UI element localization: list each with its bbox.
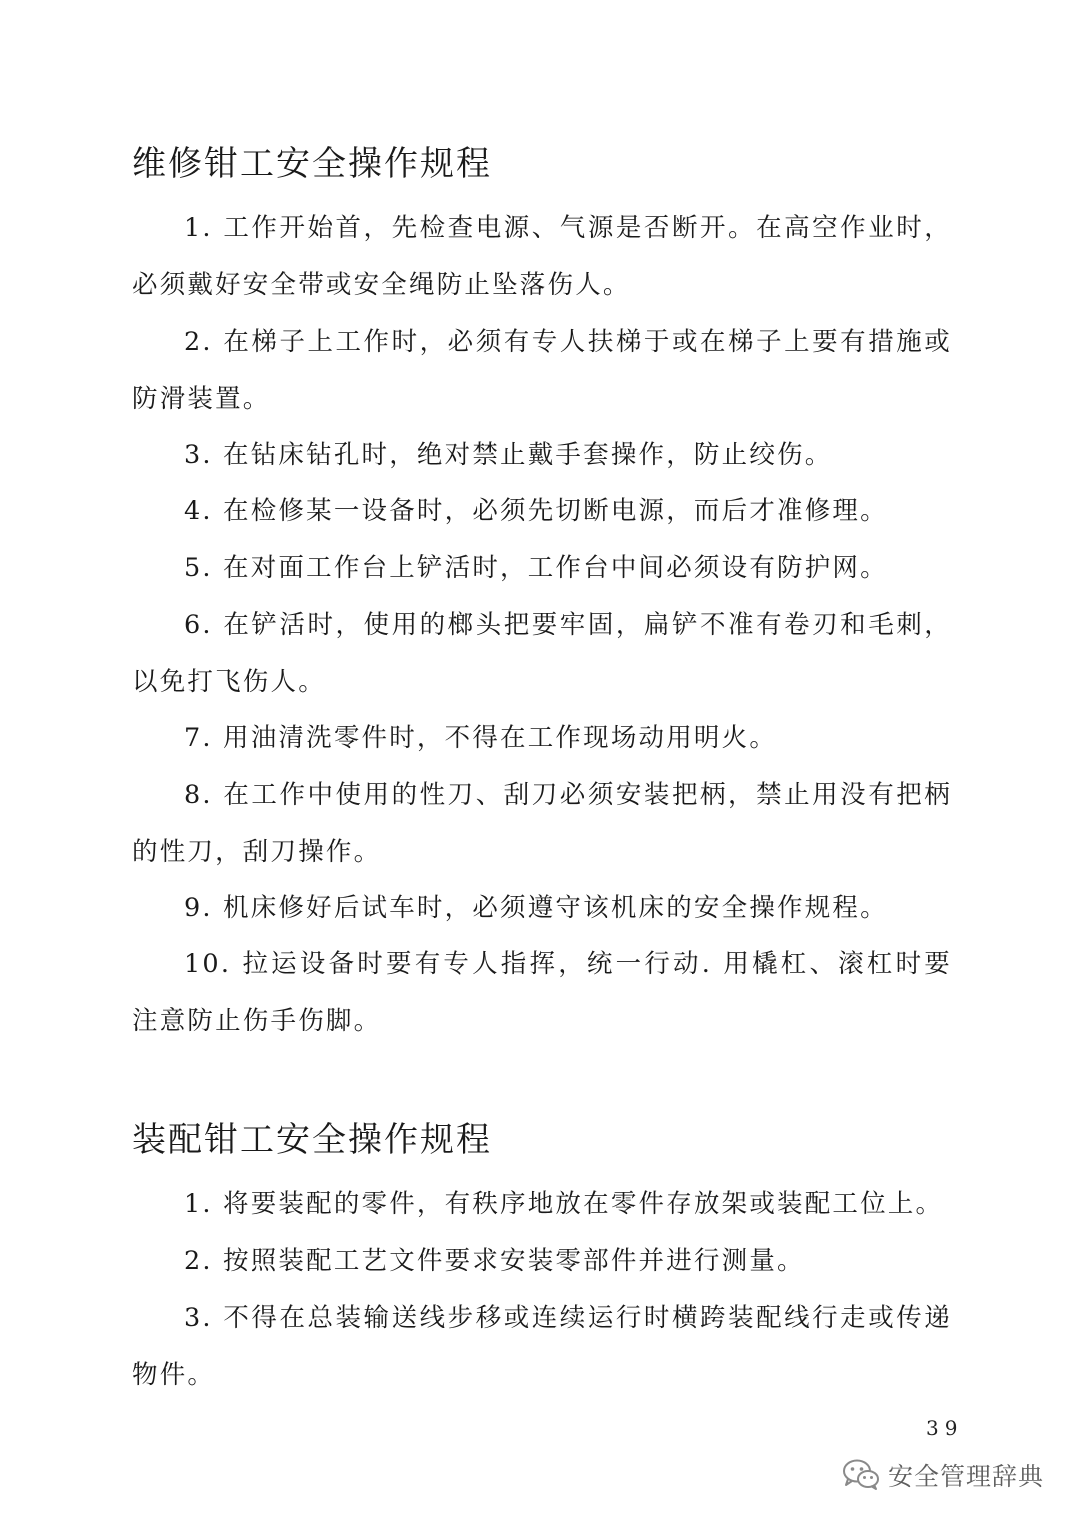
paragraph-item: 5. 在对面工作台上铲活时，工作台中间必须设有防护网。 xyxy=(184,553,888,583)
wechat-icon xyxy=(842,1459,880,1491)
paragraph-item: 3. 不得在总装输送线步移或连续运行时横跨装配线行走或传递物件。 xyxy=(132,1303,952,1390)
paragraph-item: 8. 在工作中使用的性刀、刮刀必须安装把柄，禁止用没有把柄的性刀，刮刀操作。 xyxy=(132,780,952,867)
section-title-assembly-fitter: 装配钳工安全操作规程 xyxy=(132,1120,492,1160)
section-title-maintenance-fitter: 维修钳工安全操作规程 xyxy=(132,144,492,184)
paragraph-item: 1. 工作开始首，先检查电源、气源是否断开。在高空作业时，必须戴好安全带或安全绳防止坠落伤人。 xyxy=(132,213,952,300)
paragraph-item: 6. 在铲活时，使用的榔头把要牢固，扁铲不准有卷刃和毛刺，以免打飞伤人。 xyxy=(132,610,952,697)
paragraph-item: 9. 机床修好后试车时，必须遵守该机床的安全操作规程。 xyxy=(184,893,888,923)
paragraph-item: 7. 用油清洗零件时，不得在工作现场动用明火。 xyxy=(184,723,778,753)
paragraph-item: 4. 在检修某一设备时，必须先切断电源，而后才准修理。 xyxy=(184,496,888,526)
paragraph-item: 10. 拉运设备时要有专人指挥，统一行动. 用橇杠、滚杠时要注意防止伤手伤脚。 xyxy=(132,949,952,1036)
watermark xyxy=(842,1450,1044,1500)
paragraph-item: 2. 按照装配工艺文件要求安装零部件并进行测量。 xyxy=(184,1246,805,1276)
paragraph-item: 2. 在梯子上工作时，必须有专人扶梯于或在梯子上要有措施或防滑装置。 xyxy=(132,327,952,414)
paragraph-item: 1. 将要装配的零件，有秩序地放在零件存放架或装配工位上。 xyxy=(184,1189,944,1219)
watermark-text: 安全管理辞典 xyxy=(888,1462,1045,1491)
paragraph-item: 3. 在钻床钻孔时，绝对禁止戴手套操作，防止绞伤。 xyxy=(184,440,833,470)
page-number: 39 xyxy=(926,1416,964,1440)
